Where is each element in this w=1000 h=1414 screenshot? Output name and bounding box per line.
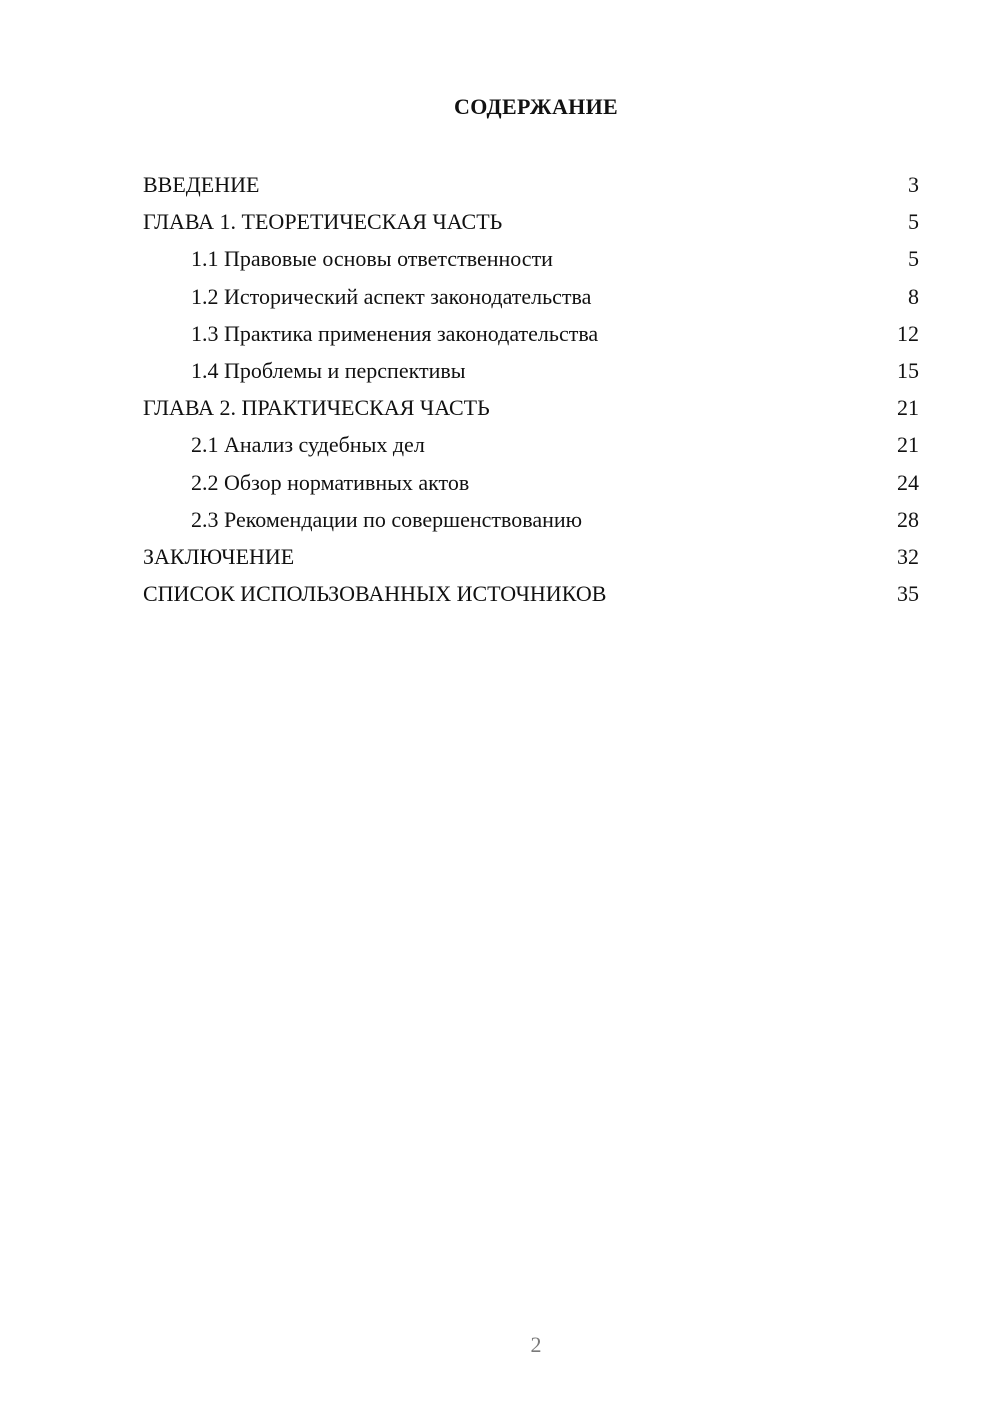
- toc-entry-page: 21: [897, 395, 919, 421]
- toc-entry-label: 1.1 Правовые основы ответственности: [191, 246, 553, 272]
- toc-entry-section-1-2[interactable]: [143, 278, 919, 315]
- toc-entry-label: 2.1 Анализ судебных дел: [191, 432, 425, 458]
- toc-entry-page: 28: [897, 506, 919, 532]
- toc-entry-introduction[interactable]: [143, 166, 919, 203]
- toc-entry-page: 12: [897, 320, 919, 346]
- toc-entry-section-1-3[interactable]: [143, 315, 919, 352]
- toc-entry-section-1-1[interactable]: [143, 240, 919, 277]
- toc-entry-page: 24: [897, 469, 919, 495]
- table-of-contents: [143, 166, 919, 612]
- toc-entry-label: 1.3 Практика применения законодательства: [191, 320, 599, 346]
- toc-entry-label: ЗАКЛЮЧЕНИЕ: [143, 543, 295, 569]
- toc-entry-page: 32: [897, 543, 919, 569]
- toc-entry-label: 2.3 Рекомендации по совершенствованию: [191, 506, 583, 532]
- toc-entry-references[interactable]: [143, 575, 919, 612]
- toc-entry-page: 8: [908, 283, 919, 309]
- toc-entry-page: 5: [908, 209, 919, 235]
- toc-entry-label: ГЛАВА 2. ПРАКТИЧЕСКАЯ ЧАСТЬ: [143, 395, 490, 421]
- toc-entry-label: 2.2 Обзор нормативных актов: [191, 469, 470, 495]
- toc-entry-chapter-2[interactable]: [143, 389, 919, 426]
- toc-entry-chapter-1[interactable]: [143, 203, 919, 240]
- toc-entry-conclusion[interactable]: [143, 538, 919, 575]
- toc-entry-page: 5: [908, 246, 919, 272]
- toc-entry-label: 1.4 Проблемы и перспективы: [191, 357, 466, 383]
- toc-entry-page: 35: [897, 581, 919, 607]
- toc-entry-section-2-2[interactable]: [143, 464, 919, 501]
- toc-entry-section-1-4[interactable]: [143, 352, 919, 389]
- toc-entry-page: 15: [897, 357, 919, 383]
- toc-entry-label: ГЛАВА 1. ТЕОРЕТИЧЕСКАЯ ЧАСТЬ: [143, 209, 503, 235]
- toc-title: СОДЕРЖАНИЕ: [454, 94, 618, 119]
- toc-entry-section-2-3[interactable]: [143, 501, 919, 538]
- toc-entry-page: 3: [908, 172, 919, 197]
- toc-entry-section-2-1[interactable]: [143, 426, 919, 463]
- page-number: 2: [530, 1332, 542, 1357]
- toc-entry-label: СПИСОК ИСПОЛЬЗОВАННЫХ ИСТОЧНИКОВ: [143, 581, 607, 607]
- toc-entry-page: 21: [897, 432, 919, 458]
- toc-entry-label: 1.2 Исторический аспект законодательства: [191, 283, 592, 309]
- toc-entry-label: ВВЕДЕНИЕ: [143, 172, 260, 197]
